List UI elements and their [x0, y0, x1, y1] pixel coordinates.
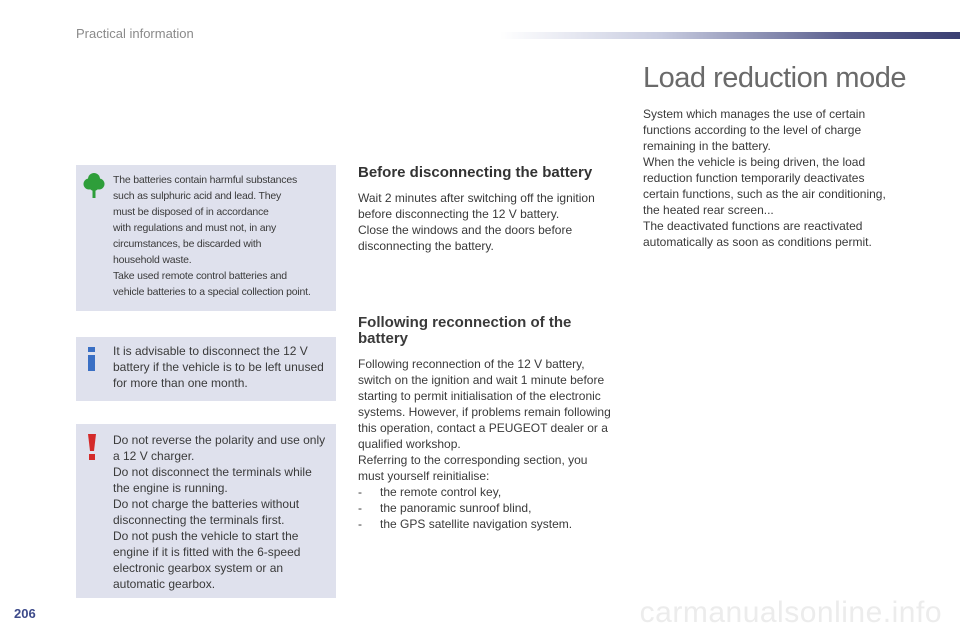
- watermark: carmanualsonline.info: [639, 596, 942, 629]
- exclamation-icon: [82, 432, 102, 467]
- tree-icon: [82, 171, 106, 206]
- bullet-marker: -: [358, 485, 362, 499]
- info-note-box: [76, 337, 336, 401]
- before-disconnecting-section: [358, 165, 623, 254]
- page-number: 206: [14, 606, 36, 621]
- warning-note-box: [76, 424, 336, 598]
- info-note-text: It is advisable to disconnect the 12 V battery if the vehicle is to be left unused for more than one month.: [113, 344, 324, 390]
- info-icon: [82, 345, 102, 378]
- page-header-title: Practical information: [76, 26, 194, 41]
- list-item-text: the remote control key,: [380, 485, 502, 499]
- load-reduction-section: [643, 62, 906, 250]
- reinitialise-list: [358, 484, 623, 532]
- warning-note-text: Do not reverse the polarity and use only a 12 V charger. Do not disconnect the terminals while the engine is running. Do not charge the batteries without disconnecting the terminals first. Do not push the vehicle to start the engine if it is fitted with the 6-speed electronic gearbox system or an automatic gearbox.: [113, 433, 326, 591]
- list-item: [358, 484, 623, 500]
- section-body: System which manages the use of certain functions according to the level of charge remaining in the battery. When the vehicle is being driven, the load reduction function temporarily deactivates certain functions, such as the air conditioning, the heated rear screen... The deactivated functions are reactivated automatically as soon as conditions permit.: [643, 107, 886, 249]
- list-item-text: the GPS satellite navigation system.: [380, 517, 573, 531]
- bullet-marker: -: [358, 501, 362, 515]
- following-reconnection-section: [358, 315, 623, 532]
- section-body: Following reconnection of the 12 V battery, switch on the ignition and wait 1 minute before starting to permit initialisation of the electronic systems. However, if problems remain following this operation, contact a PEUGEOT dealer or a qualified workshop. Referring to the corresponding section, you must yourself reinitialise:: [358, 357, 611, 483]
- list-item: [358, 516, 623, 532]
- section-heading: Before disconnecting the battery: [358, 164, 593, 181]
- list-item: [358, 500, 623, 516]
- section-heading: Following reconnection of the battery: [358, 314, 572, 347]
- header-gradient-bar: [500, 32, 960, 39]
- environment-note-box: [76, 165, 336, 311]
- page-title: Load reduction mode: [643, 62, 906, 94]
- environment-note-text: The batteries contain harmful substances such as sulphuric acid and lead. They must be disposed of in accordance with regulations and must not, in any circumstances, be discarded with household waste. Take used remote control batteries and vehicle batteries to a special collection point.: [113, 174, 311, 298]
- list-item-text: the panoramic sunroof blind,: [380, 501, 532, 515]
- section-body: Wait 2 minutes after switching off the ignition before disconnecting the 12 V battery. Close the windows and the doors before disconnecting the battery.: [358, 191, 595, 253]
- bullet-marker: -: [358, 517, 362, 531]
